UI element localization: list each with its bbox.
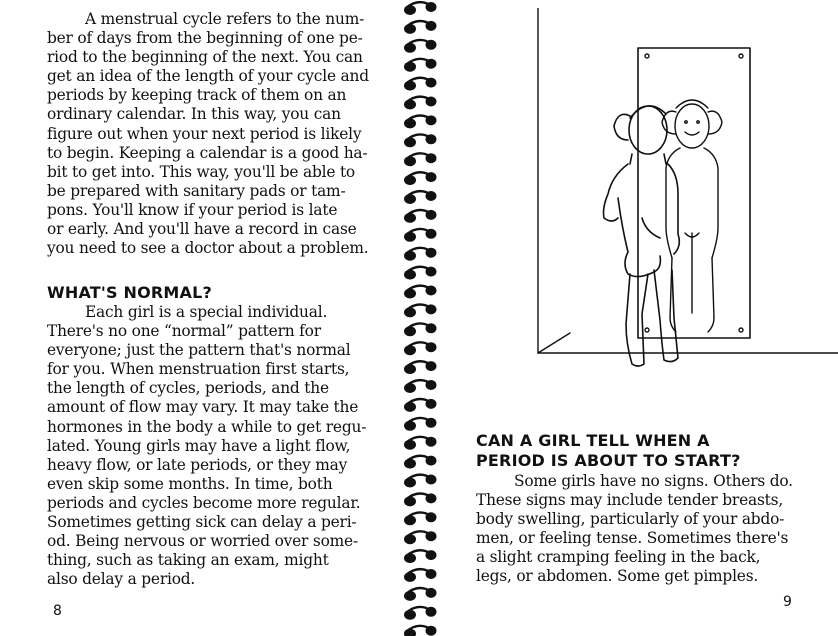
text-line: everyone; just the pattern that's normal: [47, 341, 351, 360]
girl-figure: [604, 106, 680, 366]
spiral-loop: [404, 97, 437, 110]
spiral-loop: [404, 267, 437, 280]
text-line: periods by keeping track of them on an: [47, 86, 347, 105]
spiral-loop: [404, 342, 437, 355]
spiral-loop: [404, 115, 437, 128]
heading-line: CAN A GIRL TELL WHEN A: [476, 431, 710, 450]
text-line: a slight cramping feeling in the back,: [476, 548, 761, 567]
text-line: These signs may include tender breasts,: [476, 491, 784, 510]
mirror-screw: [739, 328, 743, 332]
spiral-loop: [404, 399, 437, 412]
spiral-loop: [404, 2, 437, 15]
mirror-screw: [645, 54, 649, 58]
page-number-right: 9: [783, 594, 792, 610]
spiral-loop: [404, 569, 437, 582]
spiral-loop: [404, 550, 437, 563]
heading-line: PERIOD IS ABOUT TO START?: [476, 451, 741, 470]
spiral-loop: [404, 40, 437, 53]
left-page: [0, 0, 400, 629]
reflection-figure: [662, 100, 722, 332]
spiral-binding-icon: [396, 0, 444, 636]
text-line: body swelling, particularly of your abdo-: [476, 510, 785, 529]
text-line: hormones in the body a while to get regu-: [47, 417, 367, 436]
spiral-loop: [404, 323, 437, 336]
spiral-loop: [404, 134, 437, 147]
spiral-loop: [404, 512, 437, 525]
text-line: bit to get into. This way, you'll be able to: [47, 162, 355, 181]
spiral-loop: [404, 304, 437, 317]
spiral-loop: [404, 588, 437, 601]
whats-normal-heading: WHAT'S NORMAL?: [47, 283, 212, 302]
text-line: or early. And you'll have a record in case: [47, 220, 357, 239]
girl-at-mirror-illustration: [520, 8, 838, 380]
spiral-loop: [404, 380, 437, 393]
spiral-loop: [404, 191, 437, 204]
text-line: ber of days from the beginning of one pe-: [47, 29, 363, 48]
mirror-frame: [638, 48, 750, 338]
spiral-loop: [404, 531, 437, 544]
text-line: figure out when your next period is likely: [47, 124, 362, 143]
text-line: Sometimes getting sick can delay a peri-: [47, 513, 357, 532]
text-line: thing, such as taking an exam, might: [47, 551, 329, 570]
spiral-loop: [404, 248, 437, 261]
spiral-loop: [404, 418, 437, 431]
text-line: heavy flow, or late periods, or they may: [47, 455, 348, 474]
spiral-loop: [404, 172, 437, 185]
text-line: even skip some months. In time, both: [47, 474, 333, 493]
text-line: lated. Young girls may have a light flow,: [47, 436, 351, 455]
spiral-loop: [404, 607, 437, 620]
floor-edge-line: [538, 333, 570, 353]
text-line: Some girls have no signs. Others do.: [514, 472, 793, 490]
spiral-loop: [404, 475, 437, 488]
text-line: periods and cycles become more regular.: [47, 493, 361, 512]
spiral-loop: [404, 456, 437, 469]
text-line: the length of cycles, periods, and the: [47, 379, 329, 398]
text-line: riod to the beginning of the next. You can: [47, 48, 363, 67]
text-line: legs, or abdomen. Some get pimples.: [476, 567, 759, 586]
text-line: There's no one “normal” pattern for: [47, 322, 321, 341]
text-line: od. Being nervous or worried over some-: [47, 532, 358, 551]
text-line: amount of flow may vary. It may take the: [47, 398, 359, 417]
text-line: pons. You'll know if your period is late: [47, 200, 338, 219]
mirror-screw: [645, 328, 649, 332]
spiral-loop: [404, 153, 437, 166]
spiral-loop: [404, 493, 437, 506]
signs-paragraph: [476, 472, 793, 587]
text-line: also delay a period.: [47, 570, 196, 589]
text-line: Each girl is a special individual.: [85, 303, 328, 321]
spiral-loop: [404, 229, 437, 242]
can-a-girl-tell-heading: [476, 431, 741, 471]
spiral-loop: [404, 286, 437, 299]
spiral-loop: [404, 437, 437, 450]
page-number-left: 8: [53, 603, 62, 619]
spiral-loop: [404, 626, 437, 636]
spiral-loop: [404, 78, 437, 91]
spiral-loop: [404, 210, 437, 223]
mirror-screw: [739, 54, 743, 58]
text-line: A menstrual cycle refers to the num-: [85, 10, 365, 28]
text-line: be prepared with sanitary pads or tam-: [47, 181, 346, 200]
spiral-loop: [404, 59, 437, 72]
text-line: for you. When menstruation first starts,: [47, 360, 350, 379]
text-line: ordinary calendar. In this way, you can: [47, 105, 341, 124]
text-line: you need to see a doctor about a problem.: [47, 239, 369, 258]
whats-normal-paragraph: [47, 303, 366, 589]
intro-paragraph: [47, 10, 369, 258]
text-line: men, or feeling tense. Sometimes there's: [476, 529, 789, 548]
text-line: get an idea of the length of your cycle and: [47, 67, 369, 86]
spiral-loop: [404, 21, 437, 34]
spiral-loop: [404, 361, 437, 374]
text-line: to begin. Keeping a calendar is a good ha-: [47, 143, 368, 162]
